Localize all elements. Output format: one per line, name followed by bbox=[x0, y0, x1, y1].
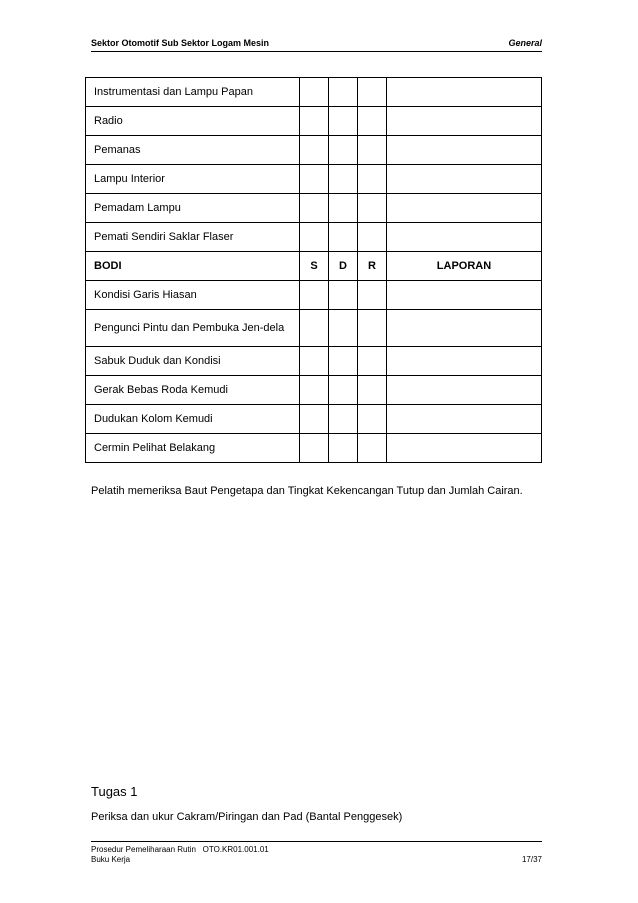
r-cell bbox=[358, 78, 387, 107]
d-cell bbox=[329, 405, 358, 434]
table-row bbox=[86, 165, 542, 194]
table-row bbox=[86, 405, 542, 434]
r-cell bbox=[358, 434, 387, 463]
s-cell bbox=[300, 405, 329, 434]
table-row bbox=[86, 136, 542, 165]
bodi-section-header bbox=[86, 252, 542, 281]
d-cell bbox=[329, 78, 358, 107]
r-cell bbox=[358, 347, 387, 376]
d-cell bbox=[329, 107, 358, 136]
s-cell bbox=[300, 223, 329, 252]
s-cell bbox=[300, 434, 329, 463]
r-cell bbox=[358, 376, 387, 405]
d-cell bbox=[329, 310, 358, 347]
d-cell bbox=[329, 376, 358, 405]
s-cell bbox=[300, 136, 329, 165]
item-label: Kondisi Garis Hiasan bbox=[86, 281, 300, 310]
laporan-cell bbox=[387, 78, 542, 107]
laporan-cell bbox=[387, 376, 542, 405]
laporan-cell bbox=[387, 405, 542, 434]
column-header-r: R bbox=[358, 252, 387, 281]
instructor-note: Pelatih memeriksa Baut Pengetapa dan Tingkat Kekencangan Tutup dan Jumlah Cairan. bbox=[91, 485, 523, 497]
r-cell bbox=[358, 136, 387, 165]
r-cell bbox=[358, 405, 387, 434]
column-header-d: D bbox=[329, 252, 358, 281]
inspection-checklist-table bbox=[85, 77, 542, 463]
d-cell bbox=[329, 223, 358, 252]
laporan-cell bbox=[387, 347, 542, 376]
footer-line2 bbox=[91, 855, 542, 865]
d-cell bbox=[329, 434, 358, 463]
column-header-s: S bbox=[300, 252, 329, 281]
page-number: 17/37 bbox=[521, 855, 542, 864]
r-cell bbox=[358, 223, 387, 252]
table-row bbox=[86, 434, 542, 463]
footer-procedure-code: Prosedur Pemeliharaan Rutin OTO.KR01.001.01 bbox=[91, 845, 269, 854]
d-cell bbox=[329, 281, 358, 310]
table-row bbox=[86, 310, 542, 347]
page-header bbox=[91, 35, 542, 52]
r-cell bbox=[358, 281, 387, 310]
table-row bbox=[86, 194, 542, 223]
s-cell bbox=[300, 107, 329, 136]
item-label: Cermin Pelihat Belakang bbox=[86, 434, 300, 463]
laporan-cell bbox=[387, 136, 542, 165]
laporan-cell bbox=[387, 310, 542, 347]
laporan-cell bbox=[387, 223, 542, 252]
header-sector-title: Sektor Otomotif Sub Sektor Logam Mesin bbox=[91, 38, 270, 48]
s-cell bbox=[300, 376, 329, 405]
task-title: Tugas 1 bbox=[91, 784, 138, 799]
item-label: Pemati Sendiri Saklar Flaser bbox=[86, 223, 300, 252]
section-title: BODI bbox=[86, 252, 300, 281]
item-label: Radio bbox=[86, 107, 300, 136]
table-row bbox=[86, 78, 542, 107]
task-description: Periksa dan ukur Cakram/Piringan dan Pad (Bantal Penggesek) bbox=[91, 811, 403, 823]
laporan-cell bbox=[387, 281, 542, 310]
laporan-cell bbox=[387, 194, 542, 223]
s-cell bbox=[300, 165, 329, 194]
laporan-cell bbox=[387, 434, 542, 463]
s-cell bbox=[300, 281, 329, 310]
page-footer bbox=[91, 841, 542, 865]
laporan-cell bbox=[387, 165, 542, 194]
item-label: Instrumentasi dan Lampu Papan bbox=[86, 78, 300, 107]
header-category: General bbox=[508, 38, 542, 48]
table-row bbox=[86, 223, 542, 252]
item-label: Pemanas bbox=[86, 136, 300, 165]
item-label: Dudukan Kolom Kemudi bbox=[86, 405, 300, 434]
table-row bbox=[86, 376, 542, 405]
footer-workbook-label: Buku Kerja bbox=[91, 855, 131, 864]
d-cell bbox=[329, 165, 358, 194]
item-label: Lampu Interior bbox=[86, 165, 300, 194]
r-cell bbox=[358, 194, 387, 223]
item-label: Pengunci Pintu dan Pembuka Jen-dela bbox=[86, 310, 300, 347]
table-row bbox=[86, 347, 542, 376]
s-cell bbox=[300, 347, 329, 376]
item-label: Pemadam Lampu bbox=[86, 194, 300, 223]
s-cell bbox=[300, 78, 329, 107]
table-row bbox=[86, 281, 542, 310]
item-label: Sabuk Duduk dan Kondisi bbox=[86, 347, 300, 376]
column-header-laporan: LAPORAN bbox=[387, 252, 542, 281]
r-cell bbox=[358, 310, 387, 347]
d-cell bbox=[329, 347, 358, 376]
r-cell bbox=[358, 165, 387, 194]
item-label: Gerak Bebas Roda Kemudi bbox=[86, 376, 300, 405]
laporan-cell bbox=[387, 107, 542, 136]
d-cell bbox=[329, 136, 358, 165]
d-cell bbox=[329, 194, 358, 223]
s-cell bbox=[300, 194, 329, 223]
s-cell bbox=[300, 310, 329, 347]
table-row bbox=[86, 107, 542, 136]
r-cell bbox=[358, 107, 387, 136]
